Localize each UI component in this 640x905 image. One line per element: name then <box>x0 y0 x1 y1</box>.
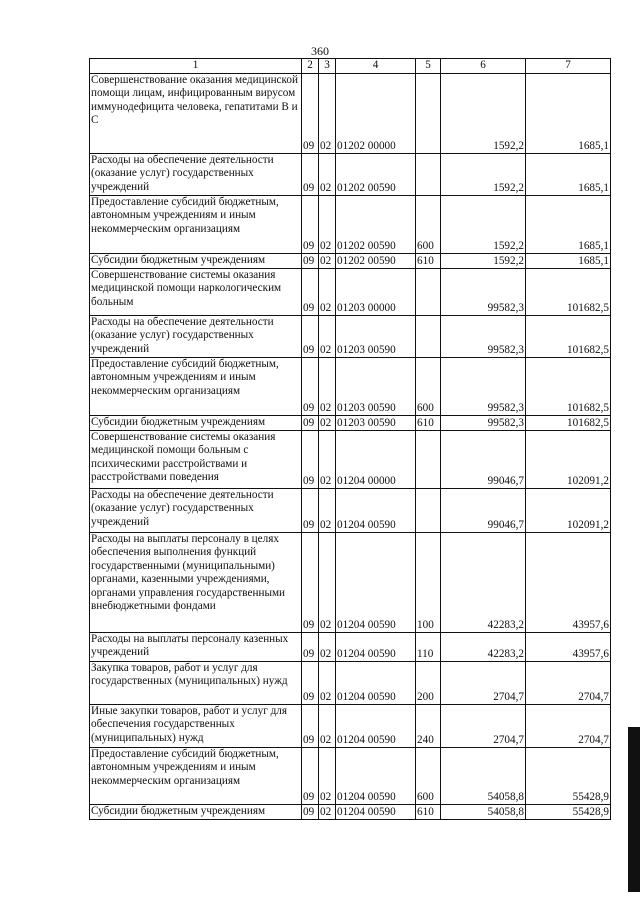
target-article-code: 01203 00590 <box>336 416 416 431</box>
section-code: 09 <box>302 533 319 633</box>
amount-year-2: 101682,5 <box>526 358 611 416</box>
section-code: 09 <box>302 269 319 316</box>
amount-year-2: 2704,7 <box>526 705 611 748</box>
target-article-code: 01203 00000 <box>336 269 416 316</box>
row-name: Субсидии бюджетным учреждениям <box>90 805 302 820</box>
subsection-code: 02 <box>319 805 336 820</box>
section-code: 09 <box>302 416 319 431</box>
subsection-code: 02 <box>319 633 336 662</box>
column-header: 3 <box>319 59 336 74</box>
amount-year-2: 43957,6 <box>526 633 611 662</box>
amount-year-1: 99582,3 <box>441 358 526 416</box>
expense-type-code <box>416 154 441 196</box>
row-name: Расходы на обеспечение деятельности (оказание услуг) государственных учреждений <box>90 489 302 533</box>
amount-year-2: 101682,5 <box>526 416 611 431</box>
amount-year-1: 1592,2 <box>441 254 526 269</box>
row-name: Расходы на обеспечение деятельности (оказание услуг) государственных учреждений <box>90 154 302 196</box>
section-code: 09 <box>302 805 319 820</box>
subsection-code: 02 <box>319 416 336 431</box>
target-article-code: 01202 00590 <box>336 254 416 269</box>
amount-year-2: 55428,9 <box>526 748 611 805</box>
table-row <box>90 358 611 416</box>
subsection-code: 02 <box>319 489 336 533</box>
target-article-code: 01204 00590 <box>336 705 416 748</box>
column-header: 6 <box>441 59 526 74</box>
table-row <box>90 633 611 662</box>
amount-year-1: 2704,7 <box>441 705 526 748</box>
row-name: Совершенствование системы оказания медицинской помощи наркологическим больным <box>90 269 302 316</box>
column-header: 5 <box>416 59 441 74</box>
amount-year-1: 99582,3 <box>441 269 526 316</box>
target-article-code: 01204 00000 <box>336 431 416 489</box>
amount-year-1: 1592,2 <box>441 74 526 154</box>
section-code: 09 <box>302 748 319 805</box>
row-name: Иные закупки товаров, работ и услуг для обеспечения государственных (муниципальных) нужд <box>90 705 302 748</box>
target-article-code: 01202 00590 <box>336 196 416 254</box>
target-article-code: 01204 00590 <box>336 662 416 705</box>
section-code: 09 <box>302 662 319 705</box>
row-name: Расходы на выплаты персоналу казенных учреждений <box>90 633 302 662</box>
expense-type-code: 600 <box>416 358 441 416</box>
table-row <box>90 705 611 748</box>
amount-year-2: 102091,2 <box>526 489 611 533</box>
amount-year-1: 99582,3 <box>441 416 526 431</box>
expense-type-code: 610 <box>416 416 441 431</box>
table-row <box>90 431 611 489</box>
section-code: 09 <box>302 705 319 748</box>
target-article-code: 01204 00590 <box>336 489 416 533</box>
amount-year-2: 101682,5 <box>526 269 611 316</box>
row-name: Субсидии бюджетным учреждениям <box>90 254 302 269</box>
table-row <box>90 269 611 316</box>
amount-year-2: 101682,5 <box>526 316 611 358</box>
table-row <box>90 805 611 820</box>
amount-year-1: 1592,2 <box>441 196 526 254</box>
section-code: 09 <box>302 196 319 254</box>
subsection-code: 02 <box>319 254 336 269</box>
target-article-code: 01203 00590 <box>336 316 416 358</box>
row-name: Расходы на обеспечение деятельности (оказание услуг) государственных учреждений <box>90 316 302 358</box>
expense-type-code <box>416 431 441 489</box>
amount-year-2: 1685,1 <box>526 196 611 254</box>
amount-year-2: 43957,6 <box>526 533 611 633</box>
column-header: 4 <box>336 59 416 74</box>
scan-edge-mark <box>628 727 640 892</box>
table-row <box>90 416 611 431</box>
expense-type-code: 600 <box>416 748 441 805</box>
column-header: 2 <box>302 59 319 74</box>
target-article-code: 01204 00590 <box>336 633 416 662</box>
target-article-code: 01203 00590 <box>336 358 416 416</box>
subsection-code: 02 <box>319 748 336 805</box>
expense-type-code: 240 <box>416 705 441 748</box>
column-header: 1 <box>90 59 302 74</box>
expense-type-code: 110 <box>416 633 441 662</box>
section-code: 09 <box>302 154 319 196</box>
target-article-code: 01204 00590 <box>336 748 416 805</box>
page-number: 360 <box>311 44 329 58</box>
amount-year-2: 1685,1 <box>526 254 611 269</box>
expense-type-code <box>416 74 441 154</box>
target-article-code: 01204 00590 <box>336 805 416 820</box>
section-code: 09 <box>302 358 319 416</box>
amount-year-1: 54058,8 <box>441 805 526 820</box>
subsection-code: 02 <box>319 196 336 254</box>
row-name: Субсидии бюджетным учреждениям <box>90 416 302 431</box>
expense-type-code <box>416 269 441 316</box>
section-code: 09 <box>302 74 319 154</box>
expense-type-code: 200 <box>416 662 441 705</box>
section-code: 09 <box>302 316 319 358</box>
section-code: 09 <box>302 431 319 489</box>
subsection-code: 02 <box>319 705 336 748</box>
target-article-code: 01204 00590 <box>336 533 416 633</box>
table-row <box>90 489 611 533</box>
amount-year-1: 99046,7 <box>441 431 526 489</box>
expense-type-code <box>416 489 441 533</box>
amount-year-1: 42283,2 <box>441 633 526 662</box>
section-code: 09 <box>302 489 319 533</box>
expense-type-code: 600 <box>416 196 441 254</box>
row-name: Предоставление субсидий бюджетным, автономным учреждениям и иным некоммерческим организациям <box>90 748 302 805</box>
subsection-code: 02 <box>319 154 336 196</box>
table-body <box>90 59 611 820</box>
amount-year-2: 102091,2 <box>526 431 611 489</box>
section-code: 09 <box>302 633 319 662</box>
table-row <box>90 748 611 805</box>
amount-year-1: 1592,2 <box>441 154 526 196</box>
subsection-code: 02 <box>319 74 336 154</box>
expense-type-code: 610 <box>416 805 441 820</box>
amount-year-2: 55428,9 <box>526 805 611 820</box>
subsection-code: 02 <box>319 358 336 416</box>
budget-table <box>89 58 611 820</box>
amount-year-2: 1685,1 <box>526 154 611 196</box>
row-name: Закупка товаров, работ и услуг для государственных (муниципальных) нужд <box>90 662 302 705</box>
amount-year-1: 99582,3 <box>441 316 526 358</box>
row-name: Совершенствование системы оказания медицинской помощи больным с психическими расстройствами и расстройствами поведения <box>90 431 302 489</box>
header-row <box>90 59 611 74</box>
amount-year-1: 54058,8 <box>441 748 526 805</box>
column-header: 7 <box>526 59 611 74</box>
target-article-code: 01202 00000 <box>336 74 416 154</box>
table-row <box>90 254 611 269</box>
table-row <box>90 74 611 154</box>
table-row <box>90 662 611 705</box>
expense-type-code <box>416 316 441 358</box>
row-name: Совершенствование оказания медицинской помощи лицам, инфицированным вирусом иммунодефицита человека, гепатитами В и С <box>90 74 302 154</box>
row-name: Расходы на выплаты персоналу в целях обеспечения выполнения функций государственными (муниципальными) органами, казенными учреждениями, органами управления государственными внебюджетными фондами <box>90 533 302 633</box>
expense-type-code: 610 <box>416 254 441 269</box>
row-name: Предоставление субсидий бюджетным, автономным учреждениям и иным некоммерческим организациям <box>90 358 302 416</box>
subsection-code: 02 <box>319 662 336 705</box>
subsection-code: 02 <box>319 533 336 633</box>
amount-year-1: 2704,7 <box>441 662 526 705</box>
table-row <box>90 154 611 196</box>
section-code: 09 <box>302 254 319 269</box>
amount-year-2: 2704,7 <box>526 662 611 705</box>
row-name: Предоставление субсидий бюджетным, автономным учреждениям и иным некоммерческим организациям <box>90 196 302 254</box>
subsection-code: 02 <box>319 269 336 316</box>
table-row <box>90 316 611 358</box>
subsection-code: 02 <box>319 431 336 489</box>
table-row <box>90 533 611 633</box>
target-article-code: 01202 00590 <box>336 154 416 196</box>
expense-type-code: 100 <box>416 533 441 633</box>
amount-year-1: 99046,7 <box>441 489 526 533</box>
amount-year-1: 42283,2 <box>441 533 526 633</box>
subsection-code: 02 <box>319 316 336 358</box>
amount-year-2: 1685,1 <box>526 74 611 154</box>
table-row <box>90 196 611 254</box>
